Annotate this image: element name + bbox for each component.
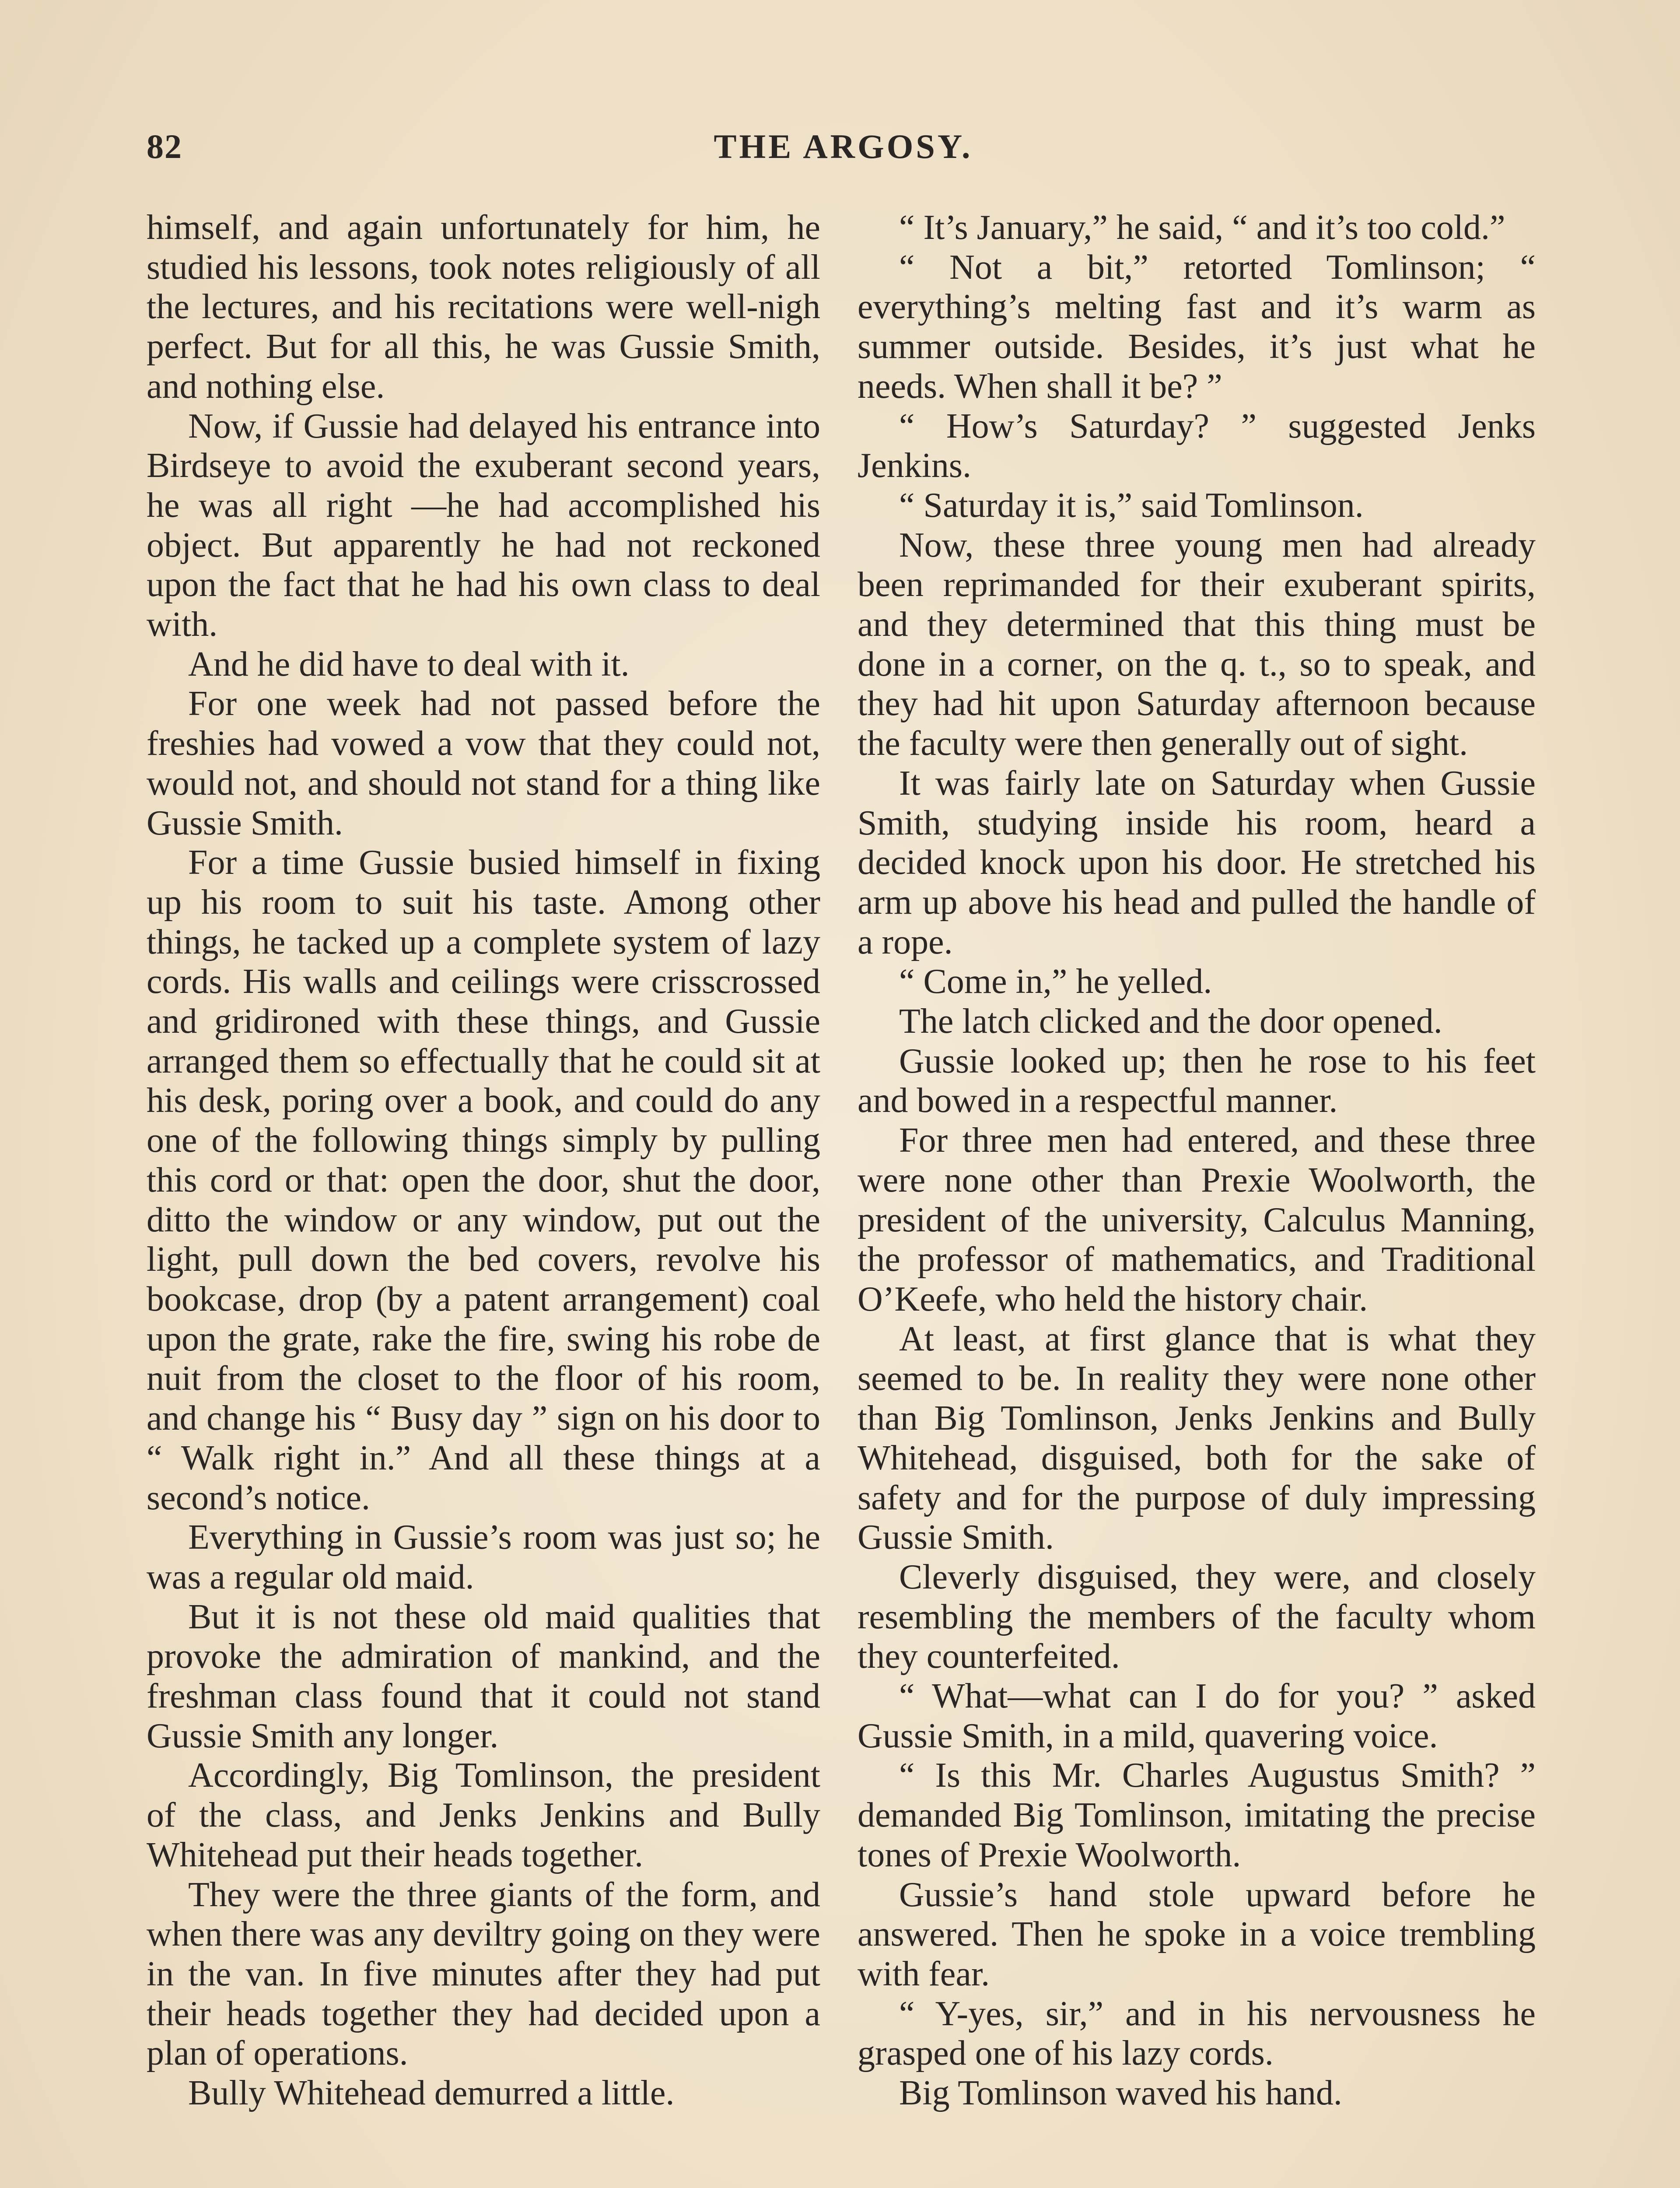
paragraph: Gussie looked up; then he rose to his feet and bowed in a respectful manner. bbox=[858, 1041, 1536, 1120]
paragraph: “ Saturday it is,” said Tomlinson. bbox=[899, 486, 1364, 525]
paragraph: “ How’s Saturday? ” suggested Jenks Jenkins. bbox=[858, 407, 1536, 485]
paragraph: For a time Gussie busied himself in fixing up his room to suit his taste. Among other things, he tacked up a complete system of lazy cords. His walls and ceilings were crisscrossed and gridironed with these things, and Gussie arranged them so effectually that he could sit at his desk, poring over a book, and could do any one of the following things simply by pulling this cord or that: open the door, shut the door, ditto the window or any window, put out the light, pull down the bed covers, revolve his bookcase, drop (by a patent arrangement) coal upon the grate, rake the fire, swing his robe de nuit from the closet to the floor of his room, and change his “ Busy day ” sign on his door to “ Walk right in.” And all these things at a second’s notice. bbox=[147, 843, 820, 1517]
running-title: THE ARGOSY. bbox=[714, 127, 973, 165]
paragraph: Bully Whitehead demurred a little. bbox=[188, 2074, 675, 2113]
paragraph: Big Tomlinson waved his hand. bbox=[899, 2074, 1342, 2113]
paragraph: “ Y-yes, sir,” and in his nervousness he grasped one of his lazy cords. bbox=[858, 1994, 1536, 2073]
paragraph: For three men had entered, and these three were none other than Prexie Woolworth, the president of the university, Calculus Manning, the professor of mathematics, and Traditional O’Keefe, who held the history chair. bbox=[858, 1121, 1536, 1318]
paragraph: himself, and again unfortunately for him, he studied his lessons, took notes religiously of all the lectures, and his recitations were well-nigh perfect. But for all this, he was Gussie Smith, and nothing else. bbox=[147, 208, 820, 406]
paragraph: But it is not these old maid qualities that provoke the admiration of mankind, and the freshman class found that it could not stand Gussie Smith any longer. bbox=[147, 1597, 820, 1755]
paragraph: And he did have to deal with it. bbox=[188, 645, 630, 684]
paragraph: “ It’s January,” he said, “ and it’s too cold.” bbox=[899, 208, 1505, 247]
paragraph: Accordingly, Big Tomlinson, the president of the class, and Jenks Jenkins and Bully Whitehead put their heads together. bbox=[147, 1756, 820, 1874]
paragraph: The latch clicked and the door opened. bbox=[899, 1002, 1442, 1041]
paragraph: Now, if Gussie had delayed his entrance into Birdseye to avoid the exuberant second years, he was all right —he had accomplished his object. But apparently he had not reckoned upon the fact that he had his own class to deal with. bbox=[147, 407, 820, 644]
paragraph: Gussie’s hand stole upward before he answered. Then he spoke in a voice trembling with fear. bbox=[858, 1875, 1536, 1993]
paragraph: Everything in Gussie’s room was just so; he was a regular old maid. bbox=[147, 1518, 820, 1596]
running-header bbox=[147, 127, 1540, 175]
paragraph: “ What—what can I do for you? ” asked Gussie Smith, in a mild, quavering voice. bbox=[858, 1677, 1536, 1755]
page-number: 82 bbox=[147, 127, 182, 165]
paragraph: Cleverly disguised, they were, and closely resembling the members of the faculty whom they counterfeited. bbox=[858, 1557, 1536, 1676]
paragraph: It was fairly late on Saturday when Gussie Smith, studying inside his room, heard a decided knock upon his door. He stretched his arm up above his head and pulled the handle of a rope. bbox=[858, 764, 1536, 961]
paragraph: For one week had not passed before the freshies had vowed a vow that they could not, would not, and should not stand for a thing like Gussie Smith. bbox=[147, 684, 820, 842]
left-column bbox=[147, 208, 820, 2113]
paragraph: “ Is this Mr. Charles Augustus Smith? ” demanded Big Tomlinson, imitating the precise tones of Prexie Woolworth. bbox=[858, 1756, 1536, 1874]
paragraph: Now, these three young men had already been reprimanded for their exuberant spirits, and they determined that this thing must be done in a corner, on the q. t., so to speak, and they had hit upon Saturday afternoon because the faculty were then generally out of sight. bbox=[858, 526, 1536, 763]
paragraph: They were the three giants of the form, and when there was any deviltry going on they were in the van. In five minutes after they had put their heads together they had decided upon a plan of operations. bbox=[147, 1875, 820, 2073]
paragraph: At least, at first glance that is what they seemed to be. In reality they were none other than Big Tomlinson, Jenks Jenkins and Bully Whitehead, disguised, both for the sake of safety and for the purpose of duly impressing Gussie Smith. bbox=[858, 1319, 1536, 1557]
right-column bbox=[858, 208, 1536, 2113]
paragraph: “ Come in,” he yelled. bbox=[899, 962, 1212, 1001]
paragraph: “ Not a bit,” retorted Tomlinson; “ everything’s melting fast and it’s warm as summer outside. Besides, it’s just what he needs. When shall it be? ” bbox=[858, 248, 1536, 406]
